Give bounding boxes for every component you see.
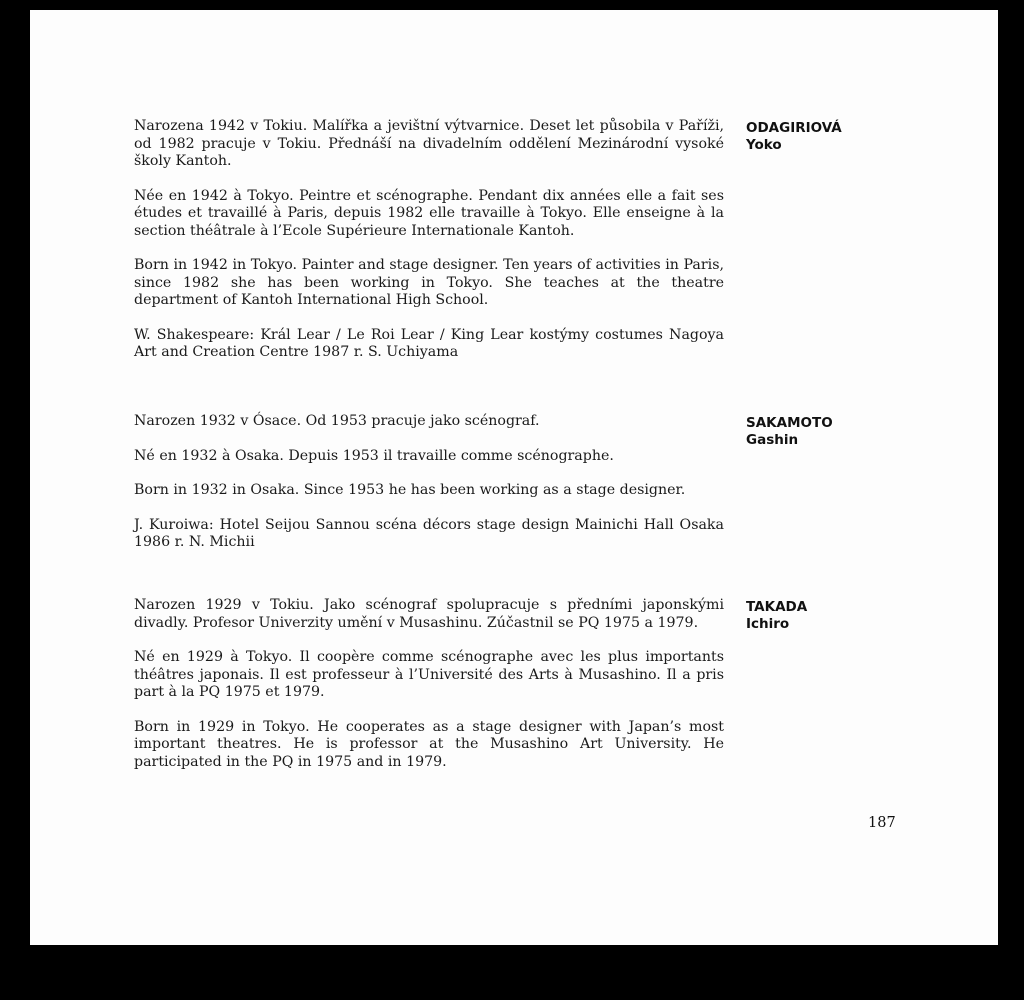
bio-french: Né en 1929 à Tokyo. Il coopère comme scénographe avec les plus importants théâtres japonais. Il est professeur à l’Université des Arts à Musashino. Il a pris part à la PQ 1975 et 1979. (134, 649, 724, 700)
bio-czech: Narozen 1929 v Tokiu. Jako scénograf spolupracuje s předními japonskými divadly. Profesor Univerzity umění v Musashinu. Zúčastnil se PQ 1975 a 1979. (134, 597, 724, 631)
document-page (30, 10, 998, 945)
entry-takada (134, 597, 724, 788)
bio-czech: Narozen 1932 v Ósace. Od 1953 pracuje jako scénograf. (134, 413, 540, 429)
designer-surname: TAKADA (746, 599, 808, 615)
bio-english: Born in 1942 in Tokyo. Painter and stage designer. Ten years of activities in Paris, since 1982 she has been working in Tokyo. She teaches at the theatre department of Kantoh International High School. (134, 257, 724, 308)
bio-french: Né en 1932 à Osaka. Depuis 1953 il travaille comme scénographe. (134, 447, 614, 464)
page-number: 187 (868, 815, 896, 831)
designer-name-sakamoto (746, 415, 833, 449)
bio-english: Born in 1932 in Osaka. Since 1953 he has been working as a stage designer. (134, 482, 686, 498)
designer-surname: ODAGIRIOVÁ (746, 120, 842, 136)
production-credit: J. Kuroiwa: Hotel Seijou Sannou scéna décors stage design Mainichi Hall Osaka 1986 r. N. Michii (134, 516, 724, 550)
bio-czech: Narozena 1942 v Tokiu. Malířka a jevištní výtvarnice. Deset let působila v Paříži, od 1982 pracuje v Tokiu. Přednáší na divadelním oddělení Mezinárodní vysoké školy Kantoh. (134, 118, 724, 169)
designer-name-odagiriova (746, 120, 842, 154)
entry-odagiriova (134, 118, 724, 379)
designer-given-name: Gashin (746, 432, 799, 448)
entry-sakamoto (134, 413, 724, 569)
designer-surname: SAKAMOTO (746, 415, 833, 431)
bio-english: Born in 1929 in Tokyo. He cooperates as a stage designer with Japan’s most important theatres. He is professor at the Musashino Art University. He participated in the PQ in 1975 and in 1979. (134, 718, 724, 770)
designer-given-name: Yoko (746, 137, 782, 153)
bio-french: Née en 1942 à Tokyo. Peintre et scénographe. Pendant dix années elle a fait ses études et travaillé à Paris, depuis 1982 elle travaille à Tokyo. Elle enseigne à la section théâtrale à l’Ecole Supérieure Internationale Kantoh. (134, 187, 724, 239)
production-credit: W. Shakespeare: Král Lear / Le Roi Lear / King Lear kostýmy costumes Nagoya Art and Creation Centre 1987 r. S. Uchiyama (134, 326, 724, 360)
designer-given-name: Ichiro (746, 616, 790, 632)
designer-name-takada (746, 599, 807, 633)
